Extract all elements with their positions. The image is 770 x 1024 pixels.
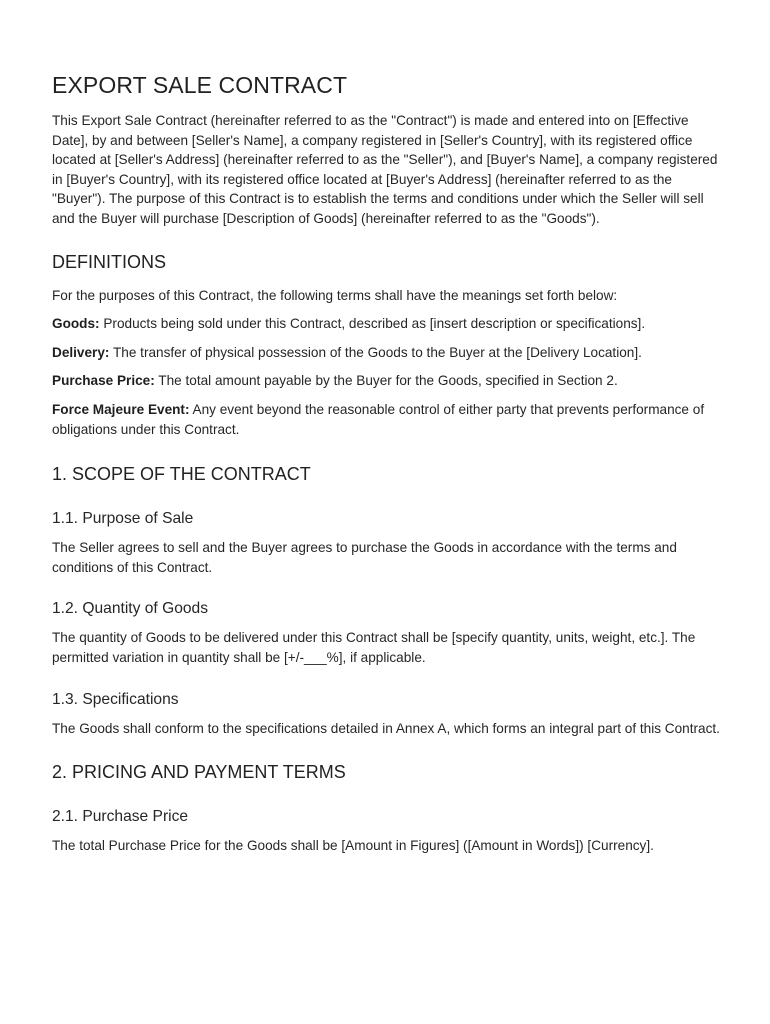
purpose-of-sale-heading: 1.1. Purpose of Sale bbox=[52, 510, 194, 528]
term-text: The transfer of physical possession of the Goods to the Buyer at the [Delivery Location]. bbox=[109, 344, 642, 360]
definitions-heading: DEFINITIONS bbox=[52, 251, 167, 272]
definition-purchase-price bbox=[52, 371, 724, 391]
purchase-price-heading: 2.1. Purchase Price bbox=[52, 808, 189, 826]
definition-goods bbox=[52, 314, 724, 334]
pricing-heading: 2. PRICING AND PAYMENT TERMS bbox=[52, 762, 346, 783]
definition-force-majeure bbox=[52, 400, 724, 439]
quantity-heading: 1.2. Quantity of Goods bbox=[52, 600, 209, 618]
specifications-text: The Goods shall conform to the specifications detailed in Annex A, which forms an integral part of this Contract. bbox=[52, 720, 720, 736]
term-label: Force Majeure Event: bbox=[52, 401, 190, 417]
term-label: Purchase Price: bbox=[52, 373, 155, 389]
intro-paragraph: This Export Sale Contract (hereinafter referred to as the "Contract") is made and entered into on [Effective Date], by and between [Seller's Name], a company registered in [Seller's Country], with its registered office located at [Seller's Address] (hereinafter referred to as the "Seller"), and [Buyer's Name], a company registered in [Buyer's Country], with its registered office located at [Buyer's Address] (hereinafter referred to as the "Buyer"). The purpose of this Contract is to establish the terms and conditions under which the Seller will sell and the Buyer will purchase [Description of Goods] (hereinafter referred to as the "Goods"). bbox=[52, 113, 718, 226]
specifications-heading: 1.3. Specifications bbox=[52, 690, 179, 708]
contract-page bbox=[52, 70, 724, 856]
purchase-price-text: The total Purchase Price for the Goods shall be [Amount in Figures] ([Amount in Words]) [Currency]. bbox=[52, 838, 654, 854]
quantity-text: The quantity of Goods to be delivered under this Contract shall be [specify quantity, units, weight, etc.]. The permitted variation in quantity shall be [+/-___%], if applicable. bbox=[52, 630, 696, 665]
term-text: The total amount payable by the Buyer for the Goods, specified in Section 2. bbox=[154, 373, 618, 389]
definition-delivery bbox=[52, 343, 724, 363]
purpose-of-sale-text: The Seller agrees to sell and the Buyer agrees to purchase the Goods in accordance with the terms and conditions of this Contract. bbox=[52, 540, 677, 575]
scope-heading: 1. SCOPE OF THE CONTRACT bbox=[52, 464, 311, 485]
term-label: Goods: bbox=[52, 316, 100, 332]
document-title: EXPORT SALE CONTRACT bbox=[52, 72, 348, 98]
term-text: Products being sold under this Contract, described as [insert description or specifications]. bbox=[99, 316, 646, 332]
term-label: Delivery: bbox=[52, 344, 110, 360]
term-text: Any event beyond the reasonable control of either party that prevents performance of obligations under this Contract. bbox=[52, 401, 705, 437]
definitions-lead: For the purposes of this Contract, the following terms shall have the meanings set forth below: bbox=[52, 287, 618, 303]
